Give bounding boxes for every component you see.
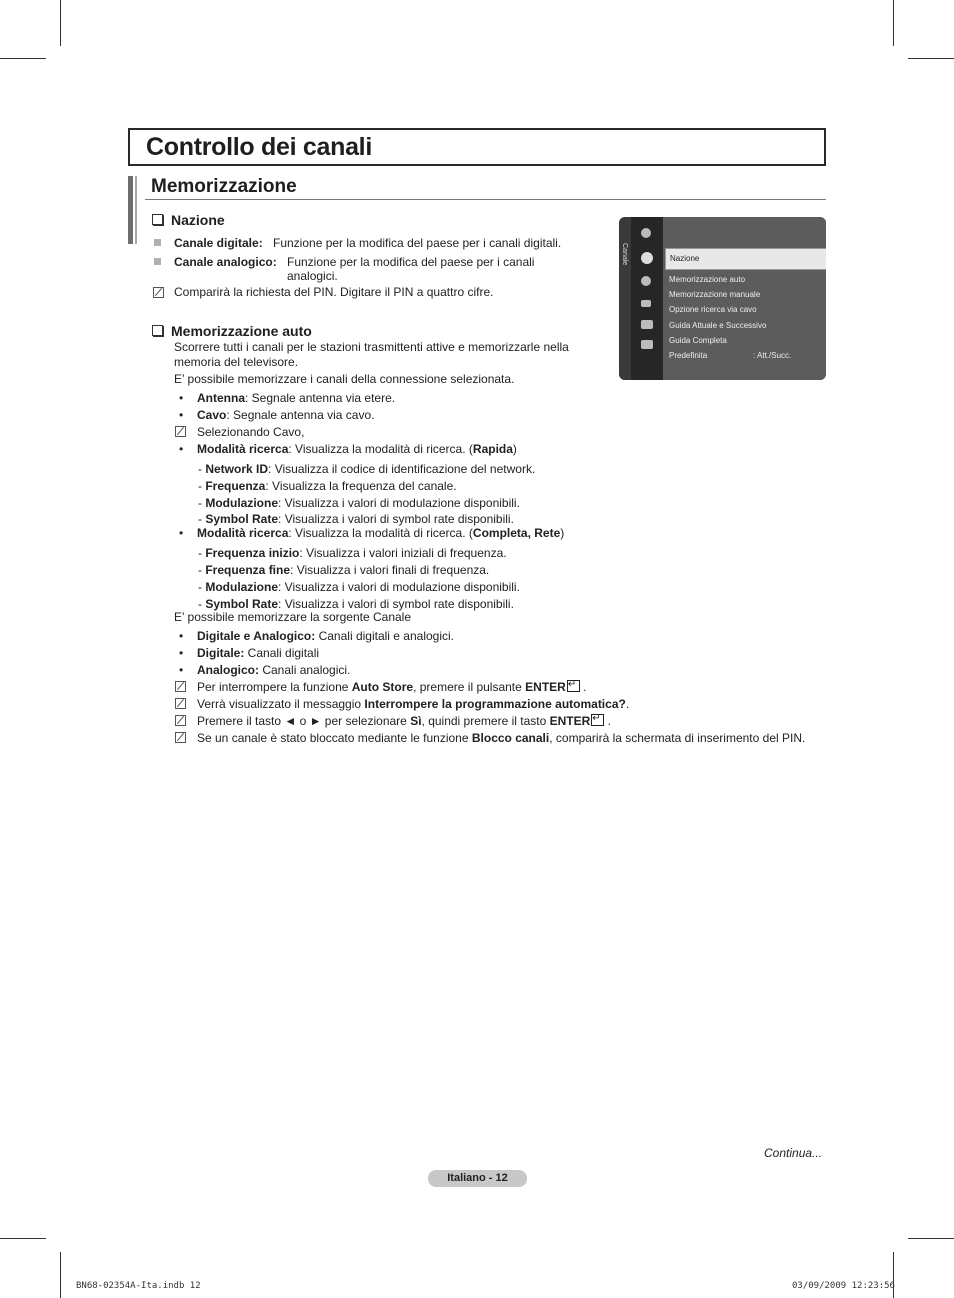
section-bar [128,176,133,244]
note-icon [175,698,186,709]
tv-menu-item[interactable]: Memorizzazione manuale [669,290,761,299]
antenna-item: Antenna: Segnale antenna via etere. [197,391,396,405]
square-bullet-icon [154,239,161,246]
auto-paragraph-2: E’ possibile memorizzare i canali della connessione selezionata. [174,372,515,386]
crop-mark [0,1238,46,1239]
tv-menu-item[interactable]: Memorizzazione auto [669,275,746,284]
crop-mark [908,1238,954,1239]
tv-menu-item[interactable]: Opzione ricerca via cavo [669,305,757,314]
tv-menu-list [663,217,826,380]
tv-menu-screenshot [619,217,826,380]
support-icon [641,340,653,349]
modalita-ricerca-completa: Modalità ricerca: Visualizza la modalità di ricerca. (Completa, Rete) [197,526,565,540]
crop-mark [893,0,894,46]
channel-icon [641,252,653,264]
tv-icon-column [631,217,663,380]
canale-digitale-row: Canale digitale: [174,236,263,250]
note-icon [175,681,186,692]
note-icon [153,287,164,298]
frequenza-item: - Frequenza: Visualizza la frequenza del canale. [198,479,457,493]
crop-mark [908,58,954,59]
note-icon [175,732,186,743]
bullet-icon: • [179,391,184,405]
note-icon [175,715,186,726]
enter-icon [567,680,580,692]
nazione-note: Comparirà la richiesta del PIN. Digitare il PIN a quattro cifre. [174,285,494,299]
digitale-analogico-item: Digitale e Analogico: Canali digitali e analogici. [197,629,454,643]
footer-file-name: BN68-02354A-Ita.indb 12 [76,1281,201,1291]
section-title: Memorizzazione [151,176,297,197]
square-bullet-icon [154,258,161,265]
sorgente-text: E’ possibile memorizzare la sorgente Canale [174,610,411,624]
auto-paragraph-1: Scorrere tutti i canali per le stazioni trasmittenti attive e memorizzarle nella [174,340,569,354]
checkbox-icon [152,325,163,336]
nazione-heading: Nazione [152,212,225,228]
crop-mark [893,1252,894,1298]
note-auto-store: Per interrompere la funzione Auto Store, premere il pulsante ENTER↵ . [197,680,587,694]
tv-side-tab [619,217,631,380]
note-interrompere: Verrà visualizzato il messaggio Interrompere la programmazione automatica?. [197,697,630,711]
selezionando-cavo: Selezionando Cavo, [197,425,305,439]
tv-side-label: Canale [621,243,628,266]
bullet-icon: • [179,663,184,677]
cavo-item: Cavo: Segnale antenna via cavo. [197,408,375,422]
page-title: Controllo dei canali [146,133,372,161]
gear-icon [641,276,651,286]
tv-menu-value: : Att./Succ. [753,351,792,360]
analogico-item: Analogico: Canali analogici. [197,663,351,677]
section-divider [145,199,826,200]
bullet-icon: • [179,629,184,643]
page-number-badge: Italiano - 12 [428,1170,527,1187]
tv-menu-item[interactable]: Guida Completa [669,336,727,345]
crop-mark [0,58,46,59]
canale-digitale-text: Funzione per la modifica del paese per i canali digitali. [273,236,562,250]
footer-timestamp: 03/09/2009 12:23:56 [792,1281,895,1291]
crop-mark [60,0,61,46]
auto-paragraph-1b: memoria del televisore. [174,355,299,369]
memorizzazione-auto-heading: Memorizzazione auto [152,323,312,339]
note-icon [175,426,186,437]
note-premere-tasto: Premere il tasto ◄ o ► per selezionare Sì, quindi premere il tasto ENTER↵ . [197,714,611,728]
bullet-icon: • [179,442,184,456]
tv-menu-selected-item[interactable]: Nazione [665,248,826,270]
symbol-rate-item-2: - Symbol Rate: Visualizza i valori di symbol rate disponibili. [198,597,514,611]
modalita-ricerca-rapida: Modalità ricerca: Visualizza la modalità di ricerca. (Rapida) [197,442,517,456]
symbol-rate-item: - Symbol Rate: Visualizza i valori di symbol rate disponibili. [198,512,514,526]
picture-icon [641,228,651,238]
crop-mark [60,1252,61,1298]
bullet-icon: • [179,646,184,660]
note-blocco-canali: Se un canale è stato bloccato mediante le funzione Blocco canali, comparirà la schermata di inserimento del PIN. [197,731,806,745]
page-title-box [128,128,826,166]
section-bar-light [135,176,137,244]
tv-menu-item[interactable]: Guida Attuale e Successivo [669,321,767,330]
modulazione-item: - Modulazione: Visualizza i valori di modulazione disponibili. [198,496,520,510]
bullet-icon: • [179,408,184,422]
frequenza-inizio-item: - Frequenza inizio: Visualizza i valori iniziali di frequenza. [198,546,507,560]
application-icon [641,320,653,329]
canale-analogico-row: Canale analogico: [174,255,277,269]
canale-analogico-text: Funzione per la modifica del paese per i canali [287,255,535,269]
bullet-icon: • [179,526,184,540]
network-id-item: - Network ID: Visualizza il codice di identificazione del network. [198,462,536,476]
frequenza-fine-item: - Frequenza fine: Visualizza i valori finali di frequenza. [198,563,490,577]
modulazione-item-2: - Modulazione: Visualizza i valori di modulazione disponibili. [198,580,520,594]
digitale-item: Digitale: Canali digitali [197,646,320,660]
continue-label: Continua... [764,1146,823,1160]
canale-analogico-text-2: analogici. [287,269,338,283]
input-icon [641,300,651,307]
tv-menu-item[interactable]: Predefinita [669,351,708,360]
checkbox-icon [152,214,163,225]
enter-icon [591,714,604,726]
